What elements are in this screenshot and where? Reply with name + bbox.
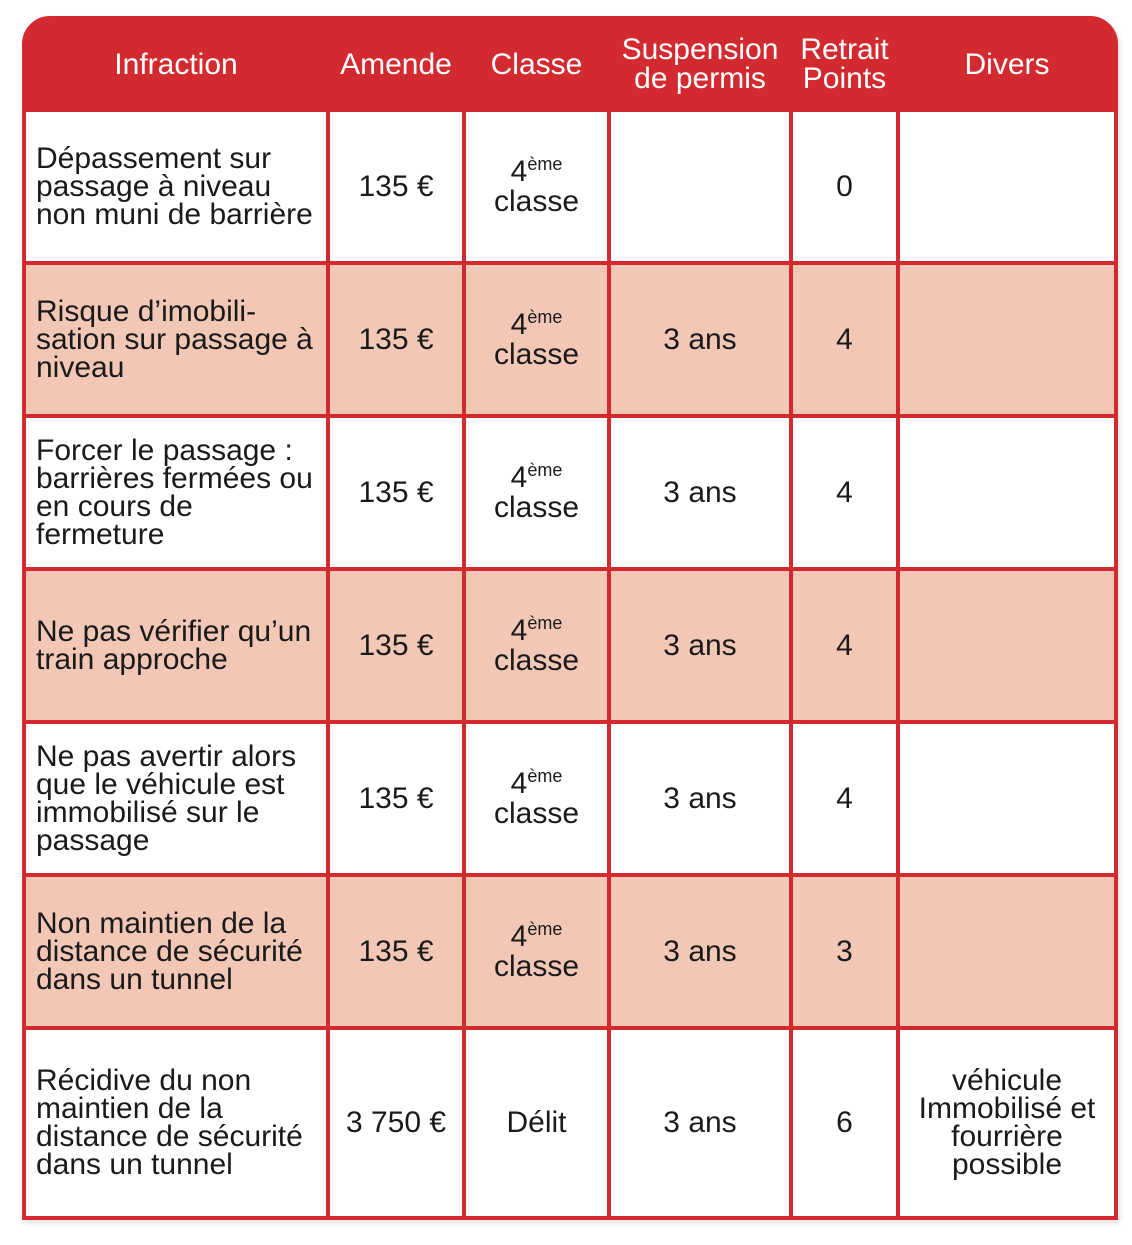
classe-number: 4 bbox=[510, 154, 528, 188]
header-infraction: Infraction bbox=[26, 20, 326, 108]
classe-suffix: ème bbox=[527, 459, 563, 480]
cell-infraction: Récidive du non maintien de la distance de sécurité dans un tunnel bbox=[26, 1030, 326, 1216]
header-retrait: Retrait Points bbox=[793, 20, 896, 108]
cell-amende: 3 750 € bbox=[330, 1030, 462, 1216]
classe-word: classe bbox=[493, 796, 580, 830]
cell-infraction: Risque d’imobili-sation sur passage à niveau bbox=[26, 265, 326, 414]
cell-points: 4 bbox=[793, 418, 896, 567]
cell-points: 4 bbox=[793, 265, 896, 414]
cell-amende: 135 € bbox=[330, 112, 462, 261]
classe-number: 4 bbox=[510, 460, 528, 494]
table-grid bbox=[26, 20, 1114, 1216]
cell-classe bbox=[466, 724, 607, 873]
classe-word: classe bbox=[493, 337, 580, 371]
cell-suspension: 3 ans bbox=[611, 1030, 789, 1216]
cell-points: 4 bbox=[793, 571, 896, 720]
classe-word: classe bbox=[493, 949, 580, 983]
cell-points: 4 bbox=[793, 724, 896, 873]
cell-divers bbox=[900, 571, 1114, 720]
cell-points: 0 bbox=[793, 112, 896, 261]
cell-divers bbox=[900, 265, 1114, 414]
header-amende: Amende bbox=[330, 20, 462, 108]
classe-number: 4 bbox=[510, 766, 528, 800]
cell-amende: 135 € bbox=[330, 877, 462, 1026]
cell-classe bbox=[466, 265, 607, 414]
classe-suffix: ème bbox=[527, 153, 563, 174]
classe-suffix: ème bbox=[527, 918, 563, 939]
classe-suffix: ème bbox=[527, 306, 563, 327]
cell-divers bbox=[900, 418, 1114, 567]
cell-amende: 135 € bbox=[330, 571, 462, 720]
cell-infraction: Dépassement sur passage à niveau non muni de barrière bbox=[26, 112, 326, 261]
cell-divers bbox=[900, 877, 1114, 1026]
classe-suffix: ème bbox=[527, 612, 563, 633]
classe-number: 4 bbox=[510, 307, 528, 341]
classe-suffix: ème bbox=[527, 765, 563, 786]
header-suspension: Suspension de permis bbox=[611, 20, 789, 108]
cell-classe bbox=[466, 877, 607, 1026]
cell-classe: Délit bbox=[466, 1030, 607, 1216]
cell-amende: 135 € bbox=[330, 724, 462, 873]
classe-number: 4 bbox=[510, 613, 528, 647]
classe-word: classe bbox=[493, 184, 580, 218]
header-classe: Classe bbox=[466, 20, 607, 108]
cell-suspension bbox=[611, 112, 789, 261]
cell-suspension: 3 ans bbox=[611, 265, 789, 414]
cell-points: 6 bbox=[793, 1030, 896, 1216]
cell-infraction: Ne pas avertir alors que le véhicule est immobilisé sur le passage bbox=[26, 724, 326, 873]
header-divers: Divers bbox=[900, 20, 1114, 108]
cell-suspension: 3 ans bbox=[611, 724, 789, 873]
cell-infraction: Forcer le passage : barrières fermées ou en cours de fermeture bbox=[26, 418, 326, 567]
cell-suspension: 3 ans bbox=[611, 418, 789, 567]
cell-infraction: Ne pas vérifier qu’un train approche bbox=[26, 571, 326, 720]
cell-suspension: 3 ans bbox=[611, 877, 789, 1026]
cell-divers bbox=[900, 724, 1114, 873]
cell-divers: véhicule Immobilisé et fourrière possible bbox=[900, 1030, 1114, 1216]
cell-infraction: Non maintien de la distance de sécurité dans un tunnel bbox=[26, 877, 326, 1026]
cell-suspension: 3 ans bbox=[611, 571, 789, 720]
cell-points: 3 bbox=[793, 877, 896, 1026]
classe-number: 4 bbox=[510, 919, 528, 953]
cell-classe bbox=[466, 112, 607, 261]
cell-classe bbox=[466, 418, 607, 567]
cell-amende: 135 € bbox=[330, 265, 462, 414]
cell-classe bbox=[466, 571, 607, 720]
classe-word: classe bbox=[493, 643, 580, 677]
classe-word: classe bbox=[493, 490, 580, 524]
cell-amende: 135 € bbox=[330, 418, 462, 567]
cell-divers bbox=[900, 112, 1114, 261]
infractions-table bbox=[22, 16, 1118, 1220]
